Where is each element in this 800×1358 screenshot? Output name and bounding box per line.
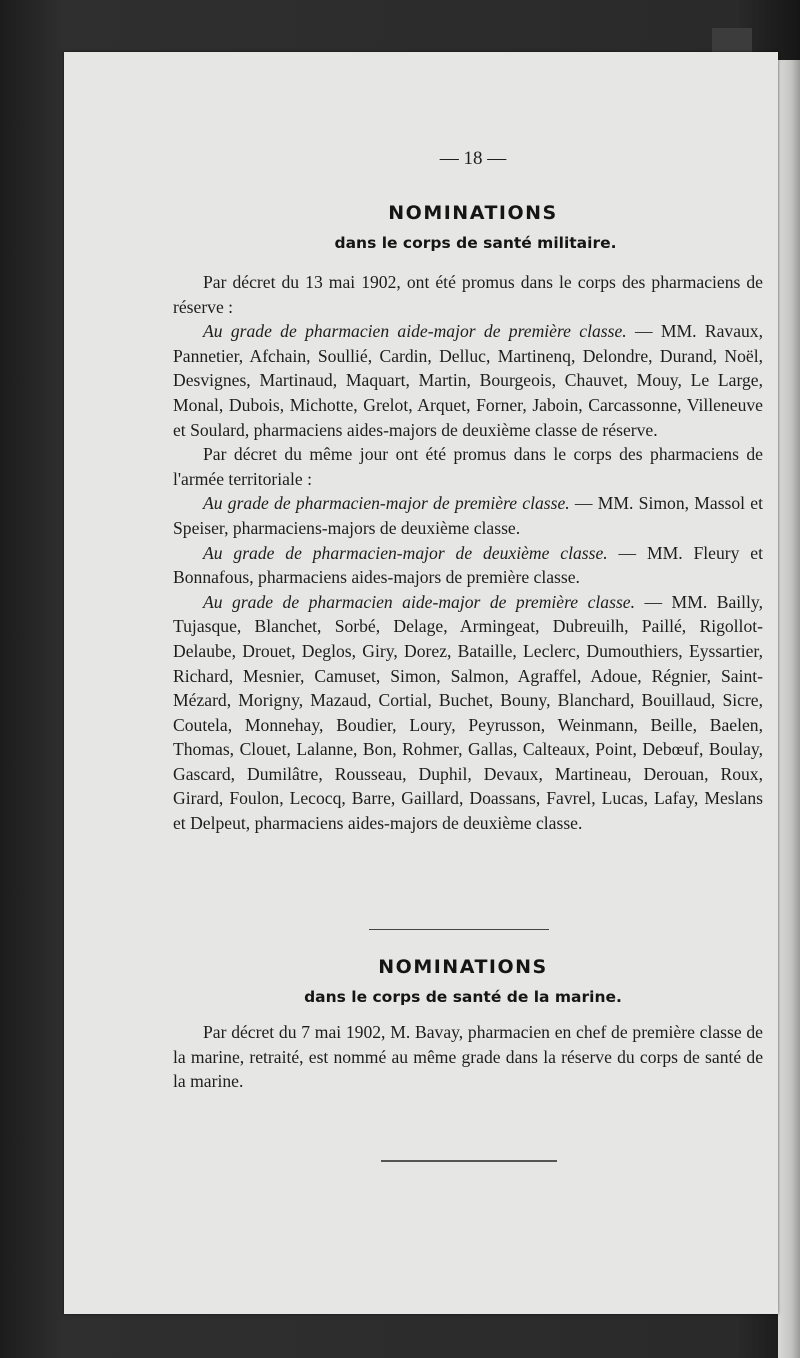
grade-title: Au grade de pharmacien aide-major de première classe. <box>203 591 635 612</box>
grade-title: Au grade de pharmacien-major de deuxième classe. <box>203 542 608 563</box>
section-subheading-navy: dans le corps de santé de la marine. <box>304 988 622 1006</box>
document-page <box>64 52 778 1314</box>
next-page-edge <box>778 60 800 1358</box>
names-list: — MM. Fleury et Bonnafous, pharmaciens aides-majors de première classe. <box>173 542 763 588</box>
grade-title: Au grade de pharmacien aide-major de première classe. <box>203 321 627 342</box>
section-heading-navy: NOMINATIONS <box>378 956 548 978</box>
names-list: — MM. Simon, Massol et Speiser, pharmaciens-majors de deuxième classe. <box>173 493 763 538</box>
paragraph-aide-major-first-class-reserve <box>173 319 763 442</box>
navy-nominations-text <box>173 1020 763 1094</box>
names-list: — MM. Ravaux, Pannetier, Afchain, Soullié, Cardin, Delluc, Martinenq, Delondre, Durand, Noël, Desvignes, Martinaud, Maquart, Martin, Bourgeois, Chauvet, Mouy, Le Large, Monal, Dubois, Michotte, Grelot, Arquet, Forner, Jaboin, Carcassonne, Villeneuve et Soulard, pharmaciens aides-majors de deuxième classe de réserve. <box>173 321 763 440</box>
section-subheading-military: dans le corps de santé militaire. <box>334 234 617 252</box>
paragraph-major-second-class <box>173 541 763 590</box>
paragraph-major-first-class <box>173 491 763 540</box>
end-divider <box>381 1160 557 1162</box>
page-tab <box>712 28 752 54</box>
paragraph-territorial-decree: Par décret du même jour ont été promus dans le corps des pharmaciens de l'armée territoriale : <box>173 444 763 489</box>
section-divider <box>369 929 549 930</box>
section-heading-military: NOMINATIONS <box>388 202 558 224</box>
names-list: — MM. Bailly, Tujasque, Blanchet, Sorbé, Delage, Armingeat, Dubreuilh, Paillé, Rigollot-Delaube, Drouet, Deglos, Giry, Dorez, Bataille, Leclerc, Dumouthiers, Eyssartier, Richard, Mesnier, Camuset, Simon, Salmon, Agraffel, Adoue, Régnier, Saint-Mézard, Morigny, Mazaud, Cortial, Buchet, Bouny, Blanchard, Bouillaud, Sicre, Coutela, Monnehay, Boudier, Loury, Peyrusson, Weinmann, Beille, Baelen, Thomas, Clouet, Lalanne, Bon, Rohmer, Gallas, Calteaux, Point, Debœuf, Boulay, Gascard, Dumilâtre, Rousseau, Duphil, Devaux, Martineau, Derouan, Roux, Girard, Foulon, Lecocq, Barre, Gaillard, Doassans, Favrel, Lucas, Lafay, Meslans et Delpeut, pharmaciens aides-majors de deuxième classe. <box>173 591 763 834</box>
page-number: — 18 — <box>439 148 507 169</box>
paragraph-navy-decree: Par décret du 7 mai 1902, M. Bavay, pharmacien en chef de première classe de la marine, retraité, est nommé au même grade dans la réserve du corps de santé de la marine. <box>173 1022 763 1092</box>
grade-title: Au grade de pharmacien-major de première classe. <box>203 493 570 514</box>
paragraph-reserve-decree: Par décret du 13 mai 1902, ont été promus dans le corps des pharmaciens de réserve : <box>173 272 763 317</box>
paragraph-aide-major-first-class-territorial <box>173 590 763 836</box>
military-nominations-text <box>173 270 763 836</box>
